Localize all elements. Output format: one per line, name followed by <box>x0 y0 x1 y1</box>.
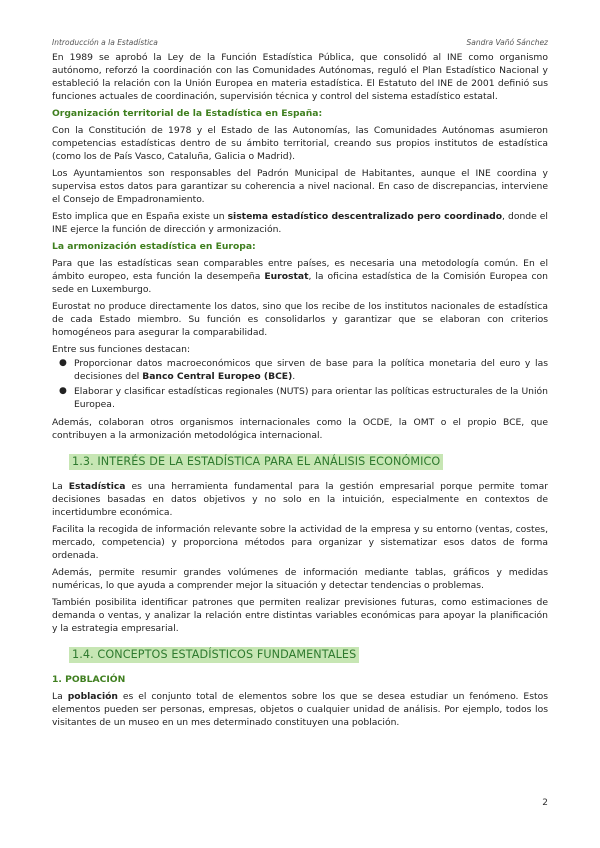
header-course-title: Introducción a la Estadística <box>52 38 158 47</box>
paragraph-poblacion <box>52 690 548 729</box>
text-run: es el conjunto total de elementos sobre los que se desea estudiar un fenómeno. Estos elementos pueden ser personas, empresas, objetos o cualquier unidad de análisis. Por ejemplo, todos los visitantes de un museo en un mes determinado constituyen una población. <box>52 691 549 728</box>
subheading-armonizacion-europa: La armonización estadística en Europa: <box>52 241 256 252</box>
list-item <box>59 385 548 411</box>
paragraph-facilita: Facilita la recogida de información relevante sobre la actividad de la empresa y su entorno (ventas, costes, mercado, competencia) y proporciona métodos para organizar y sistematizar esos datos de forma ordenada. <box>52 524 548 561</box>
page-number: 2 <box>542 798 548 808</box>
text-run: La <box>52 691 68 702</box>
paragraph-resumir: Además, permite resumir grandes volúmenes de información mediante tablas, gráficos y medidas numéricas, lo que ayuda a comprender mejor la situación y detectar tendencias o problemas. <box>52 567 548 591</box>
paragraph-ine-1989: En 1989 se aprobó la Ley de la Función Estadística Pública, que consolidó al INE como organismo autónomo, reforzó la coordinación con las Comunidades Autónomas, reguló el Plan Estadístico Nacional y estableció la relación con la Unión Europea en materia estadística. El Estatuto del INE de 2001 definió sus funciones actuales de coordinación, supervisión técnica y control del sistema estadístico estatal. <box>52 52 548 102</box>
header-author: Sandra Vañó Sánchez <box>466 38 548 47</box>
text-run: Proporcionar datos macroeconómicos que sirven de base para la política monetaria del euro y las decisiones del <box>74 358 548 382</box>
text-run: , donde el INE ejerce la función de dirección y armonización. <box>52 211 548 235</box>
bold-run: población <box>67 691 118 702</box>
paragraph-esto-implica <box>52 210 548 236</box>
paragraph-ocde: Además, colaboran otros organismos internacionales como la OCDE, la OMT o el propio BCE, que contribuyen a la armonización metodológica internacional. <box>52 417 548 441</box>
text-run: . <box>292 371 296 382</box>
section-heading-1-3: 1.3. INTERÉS DE LA ESTADÍSTICA PARA EL ANÁLISIS ECONÓMICO <box>69 454 443 470</box>
subheading-organizacion-territorial: Organización territorial de la Estadística en España: <box>52 108 323 119</box>
paragraph-estadistica <box>52 480 548 519</box>
bold-run: sistema estadístico descentralizado pero coordinado <box>227 211 503 222</box>
bullet-list <box>52 357 548 411</box>
bullet-icon: ● <box>59 386 67 396</box>
paragraph-patrones: También posibilita identificar patrones que permiten realizar previsiones futuras, como estimaciones de demanda o ventas, y analizar la relación entre distintas variables económicas para apoyar la planificación y la estrategia empresarial. <box>52 597 548 634</box>
text-run: es una herramienta fundamental para la gestión empresarial porque permite tomar decisiones basadas en datos objetivos y no solo en la intuición, especialmente en contextos de incertidumbre económica. <box>52 481 549 518</box>
text-run: La <box>52 481 69 492</box>
paragraph-entre-funciones: Entre sus funciones destacan: <box>52 344 191 355</box>
paragraph-constitucion: Con la Constitución de 1978 y el Estado de las Autonomías, las Comunidades Autónomas asumieron competencias estadísticas dentro de su ámbito territorial, creando sus propios institutos de estadística (como los de País Vasco, Cataluña, Galicia o Madrid). <box>52 125 548 162</box>
running-header <box>52 38 548 47</box>
text-run: Para que las estadísticas sean comparables entre países, es necesaria una metodología común. En el ámbito europeo, esta función la desempeña <box>52 258 548 282</box>
bold-run: Eurostat <box>264 271 309 282</box>
paragraph-ayuntamientos: Los Ayuntamientos son responsables del Padrón Municipal de Habitantes, aunque el INE coordina y supervisa estos datos para garantizar su coherencia a nivel nacional. En caso de discrepancias, interviene el Consejo de Empadronamiento. <box>52 168 548 205</box>
section-heading-1-4: 1.4. CONCEPTOS ESTADÍSTICOS FUNDAMENTALES <box>69 647 359 663</box>
bold-run: Estadística <box>68 481 126 492</box>
text-run: , la oficina estadística de la Comisión Europea con sede en Luxemburgo. <box>52 271 548 295</box>
page-content <box>52 51 548 733</box>
text-run: Esto implica que en España existe un <box>52 211 228 222</box>
bold-run: Banco Central Europeo (BCE) <box>142 371 293 382</box>
subheading-poblacion: 1. POBLACIÓN <box>52 674 126 685</box>
text-run: Elaborar y clasificar estadísticas regionales (NUTS) para orientar las políticas estructurales de la Unión Europea. <box>74 386 548 410</box>
bullet-icon: ● <box>59 358 67 368</box>
list-item <box>59 357 548 383</box>
paragraph-eurostat: Eurostat no produce directamente los datos, sino que los recibe de los institutos nacionales de estadística de cada Estado miembro. Su función es consolidarlos y garantizar que se elaboran con criterios homogéneos para asegurar la comparabilidad. <box>52 301 548 338</box>
paragraph-europa <box>52 257 548 296</box>
